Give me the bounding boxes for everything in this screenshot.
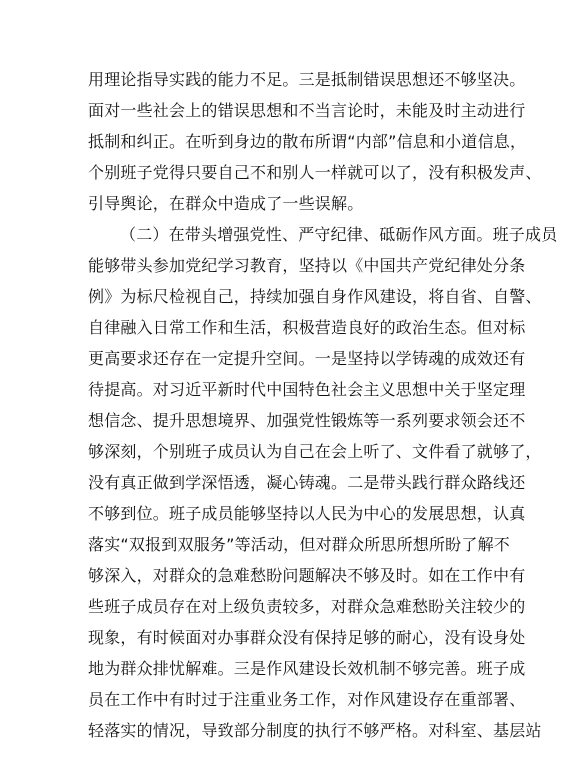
text-line-18: 些班子成员存在对上级负责较多，对群众急难愁盼关注较少的 — [88, 597, 526, 616]
text-line-10: 更高要求还存在一定提升空间。一是坚持以学铸魂的成效还有 — [88, 349, 526, 368]
text-line-2: 面对一些社会上的错误思想和不当言论时，未能及时主动进行 — [88, 101, 526, 120]
section-heading-line: （二）在带头增强党性、严守纪律、砥砺作风方面。班子成员 — [120, 225, 558, 244]
text-line-20: 地为群众排忧解难。三是作风建设长效机制不够完善。班子成 — [88, 659, 526, 678]
text-line-22: 轻落实的情况，导致部分制度的执行不够严格。对科室、基层站 — [88, 721, 542, 740]
text-line-11: 待提高。对习近平新时代中国特色社会主义思想中关于坚定理 — [88, 380, 526, 399]
text-line-4: 个别班子党得只要自己不和别人一样就可以了，没有积极发声、 — [88, 163, 542, 182]
text-line-19: 现象，有时候面对办事群众没有保持足够的耐心，没有设身处 — [88, 628, 526, 647]
text-line-15: 不够到位。班子成员能够坚持以人民为中心的发展思想，认真 — [88, 504, 526, 523]
text-line-8: 例》为标尺检视自己，持续加强自身作风建设，将自省、自警、 — [88, 287, 542, 306]
text-line-9: 自律融入日常工作和生活，积极营造良好的政治生态。但对标 — [88, 318, 526, 337]
text-line-16: 落实“双报到双服务”等活动，但对群众所思所想所盼了解不 — [88, 535, 510, 554]
text-line-12: 想信念、提升思想境界、加强党性锻炼等一系列要求领会还不 — [88, 411, 526, 430]
text-line-17: 够深入，对群众的急难愁盼问题解决不够及时。如在工作中有 — [88, 566, 526, 585]
text-line-7: 能够带头参加党纪学习教育，坚持以《中国共产党纪律处分条 — [88, 256, 526, 275]
text-line-13: 够深刻，个别班子成员认为自己在会上听了、文件看了就够了， — [88, 442, 542, 461]
text-line-1: 用理论指导实践的能力不足。三是抵制错误思想还不够坚决。 — [88, 70, 526, 89]
text-line-5: 引导舆论，在群众中造成了一些误解。 — [88, 194, 364, 213]
text-line-14: 没有真正做到学深悟透，凝心铸魂。二是带头践行群众路线还 — [88, 473, 526, 492]
text-line-3: 抵制和纠正。在听到身边的散布所谓“内部”信息和小道信息， — [88, 132, 527, 151]
text-line-21: 员在工作中有时过于注重业务工作，对作风建设存在重部署、 — [88, 690, 526, 709]
